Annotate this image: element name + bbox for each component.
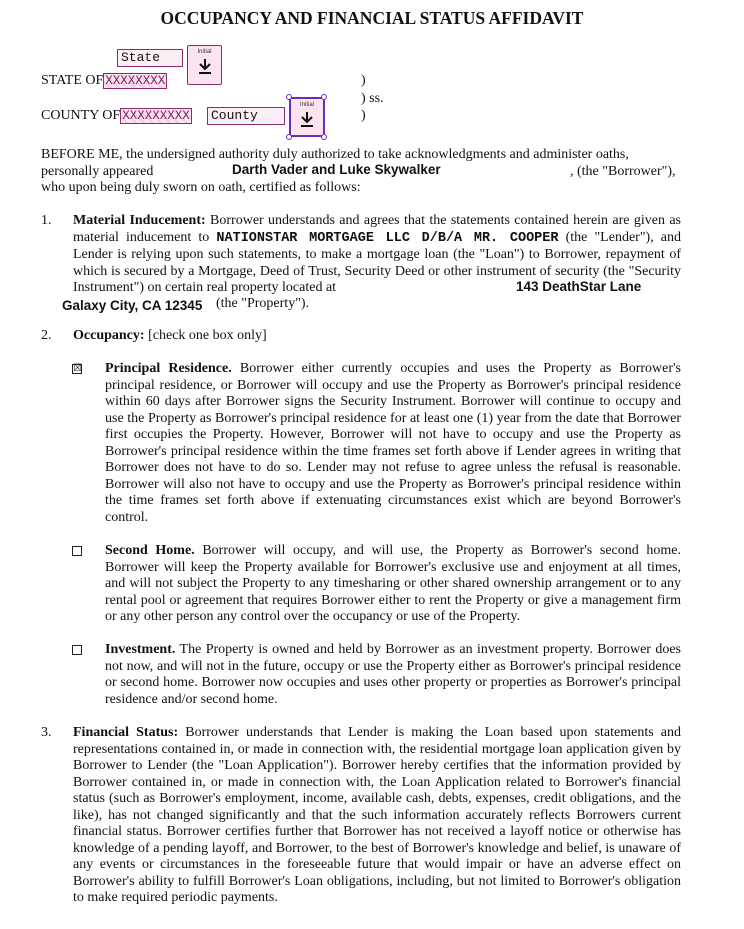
download-arrow-icon [298, 110, 316, 128]
section-3-number: 3. [41, 725, 52, 740]
resize-handle-br[interactable] [321, 134, 327, 140]
second-home-text: Borrower will occupy, and will use, the Property as Borrower's second home. Borrower will keep the Property available for Borrower's exclusive use and enjoyment at all times, and will not subject the Property to any timesharing or other shared ownership arrangement or to any rental pool or agreement that requires Borrower either to rent the Property or give a management firm or any other person any control over the occupancy or use of the Property. [105, 543, 681, 624]
section-2-instruction: [check one box only] [148, 328, 267, 343]
principal-residence-heading: Principal Residence. [105, 361, 232, 376]
state-line [41, 73, 167, 89]
intro-line-3: who upon being duly sworn on oath, certified as follows: [41, 180, 361, 195]
county-label: COUNTY OF [41, 108, 121, 123]
county-initial-box-selected[interactable] [289, 97, 325, 137]
download-arrow-icon [196, 57, 214, 75]
borrower-names[interactable]: Darth Vader and Luke Skywalker [232, 162, 441, 177]
second-home-option [105, 543, 681, 626]
county-field[interactable]: County [207, 107, 285, 125]
venue-paren-1: ) [361, 73, 366, 88]
venue-ss: ) ss. [361, 91, 384, 106]
investment-option [105, 642, 681, 708]
section-2-title [73, 328, 267, 344]
intro-line-1: BEFORE ME, the undersigned authority duly authorized to take acknowledgments and administer oaths, [41, 147, 629, 162]
property-definition: (the "Property"). [216, 296, 310, 311]
investment-checkbox[interactable] [72, 645, 82, 655]
section-1-number: 1. [41, 213, 52, 228]
state-initial-box[interactable] [187, 45, 222, 85]
property-address-line-1[interactable]: 143 DeathStar Lane [516, 279, 642, 294]
principal-residence-option [105, 361, 681, 526]
property-address-line-2[interactable]: Galaxy City, CA 12345 [62, 298, 203, 313]
county-line [41, 108, 192, 124]
document-title: OCCUPANCY AND FINANCIAL STATUS AFFIDAVIT [160, 8, 584, 28]
second-home-heading: Second Home. [105, 543, 195, 558]
section-2-heading: Occupancy: [73, 328, 145, 343]
county-value[interactable]: XXXXXXXXX [122, 109, 190, 123]
venue-paren-3: ) [361, 108, 366, 123]
resize-handle-tl[interactable] [286, 94, 292, 100]
state-field[interactable]: State [117, 49, 183, 67]
state-value[interactable]: XXXXXXXX [105, 74, 166, 88]
state-label: STATE OF [41, 73, 104, 88]
lender-name[interactable]: NATIONSTAR MORTGAGE LLC D/B/A MR. COOPER [216, 230, 559, 246]
principal-residence-checkbox[interactable]: ☒ [73, 363, 82, 374]
principal-residence-text: Borrower either currently occupies and uses the Property as Borrower's principal residence, or Borrower will occupy and use the Property as Borrower's principal residence within 60 days after Borrower signs the Security Instrument. Borrower will continue to occupy and use the Property as Borrower's principal residence for at least one (1) year from the date that Borrower first occupies the Property. However, Borrower will not have to occupy and use the Property as Borrower's principal residence within the time frames set forth above if Lender agrees in writing that Borrower does not have to do so. Lender may not refuse to agree unless the refusal is reasonable. Borrower will also not have to occupy and use the Property as Borrower's principal residence within the time frames set forth above if extenuating circumstances exist which are beyond Borrower's control. [105, 361, 682, 525]
investment-heading: Investment. [105, 642, 176, 657]
investment-text: The Property is owned and held by Borrower as an investment property. Borrower does not now, and will not in the future, occupy or use the Property either as Borrower's principal residence or second home. Borrower now occupies and uses other property or properties as Borrower's principal residence and/or second home. [105, 642, 682, 707]
section-3-heading: Financial Status: [73, 725, 179, 740]
intro-borrower-def: , (the "Borrower"), [570, 164, 676, 179]
intro-appeared: personally appeared [41, 164, 154, 179]
section-3-text [73, 725, 681, 907]
resize-handle-tr[interactable] [321, 94, 327, 100]
initial-label: Initial [299, 102, 314, 108]
section-2-number: 2. [41, 328, 52, 343]
section-1-text-a: Borrower understands and agrees that the statements contained herein are given as material inducement to [73, 213, 681, 245]
initial-label: Initial [197, 49, 212, 55]
resize-handle-bl[interactable] [286, 134, 292, 140]
section-3-body: Borrower understands that Lender is making the Loan based upon statements and representations contained in, or made in connection with, the residential mortgage loan application given by Borrower to Lender (the "Loan Application"). Borrower hereby certifies that the information provided by Borrower contained in, or made in connection with, the Loan Application related to Borrower's financial status (such as Borrower's employment, income, available cash, debts, expenses, credit obligations, and the like), has not changed significantly and that the such information accurately reflects Borrowers current financial status. Borrower certifies further that Borrower has not received a layoff notice or otherwise has knowledge of a pending layoff, and Borrower, to the best of Borrower's knowledge and belief, is unaware of any events or circumstances in the foreseeable future that would impair or have an adverse effect on Borrower's ability to fulfill Borrower's Loan obligations, including, but not limited to Borrower's obligation to make required periodic payments. [73, 725, 682, 905]
section-1-heading: Material Inducement: [73, 213, 206, 228]
section-1-text-b: (the "Lender"), and Lender is relying upon such statements, to make a mortgage loan (the "Loan") to Borrower, repayment of which is secured by a Mortgage, Deed of Trust, Security Deed or other instrument of security (the "Security Instrument") on certain real property located at [73, 229, 682, 295]
second-home-checkbox[interactable] [72, 546, 82, 556]
